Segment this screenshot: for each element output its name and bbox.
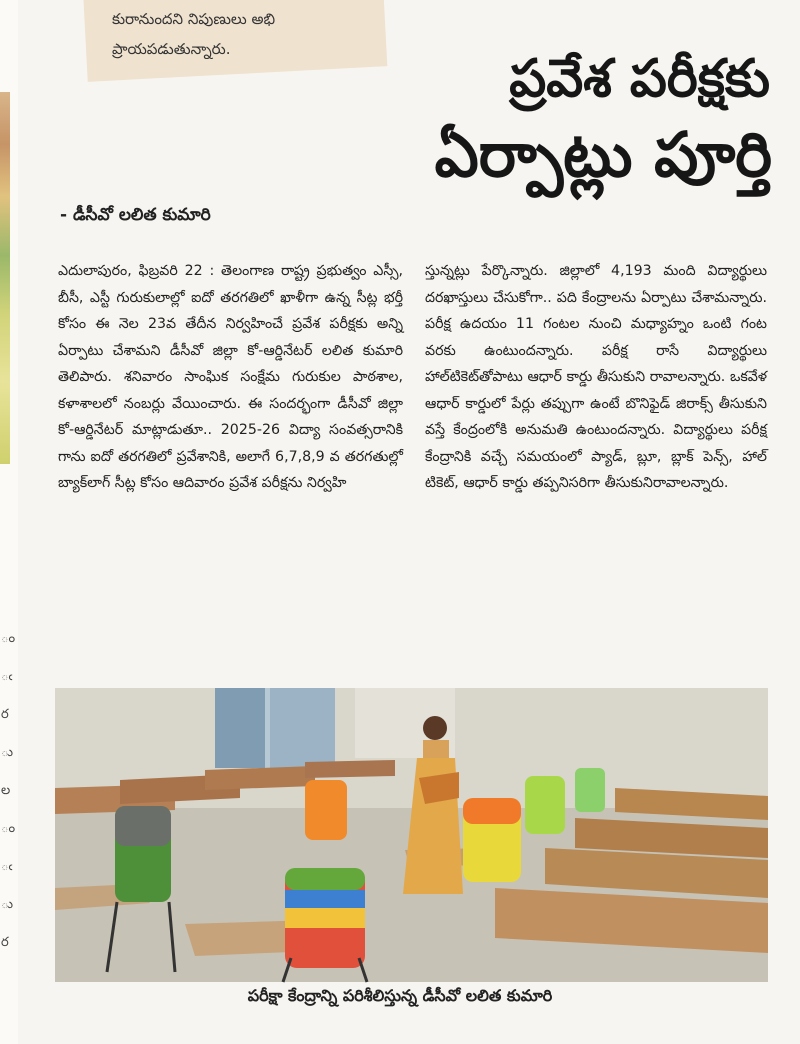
previous-article-text: [112, 4, 412, 64]
classroom-photo: [55, 688, 768, 982]
blurb-line-1: కురానుందని నిపుణులు అభి: [112, 10, 276, 28]
byline: - డీసీవో లలిత కుమారి: [60, 205, 211, 225]
blurb-line-2: ప్రాయపడుతున్నారు.: [112, 40, 231, 58]
headline-line-2: ఏర్పాట్లు పూర్తి: [434, 118, 772, 191]
classroom-illustration: [55, 688, 768, 982]
article-column-left: [58, 258, 403, 497]
left-column-text: ఎదులాపురం, ఫిబ్రవరి 22 : తెలంగాణ రాష్ట్ర ప్రభుత్వం ఎస్సీ, బీసీ, ఎస్టీ గురుకులాల్లో ఐదో తరగతిలో ఖాళీగా ఉన్న సీట్ల భర్తీ కోసం ఈ నెల 23వ తేదీన నిర్వహించే ప్రవేశ పరీక్షకు అన్ని ఏర్పాటు చేశామని డీసీవో జిల్లా కో-ఆర్డినేటర్ లలిత కుమారి తెలిపారు. శనివారం సాంఘిక సంక్షేమ గురుకుల పాఠశాల, కళాశాలలో నంబర్లు వేయించారు. ఈ సందర్భంగా డీసీవో జిల్లా కో-ఆర్డినేటర్ మాట్లాడుతూ.. 2025-26 విద్యా సంవత్సరానికి గాను ఐదో తరగతిలో ప్రవేశానికి, అలాగే 6,7,8,9 వ తరగతుల్లో బ్యాక్‌లాగ్ సీట్ల కోసం ఆదివారం ప్రవేశ పరీక్షను నిర్వహి: [58, 263, 403, 491]
right-column-text: స్తున్నట్లు పేర్కొన్నారు. జిల్లాలో 4,193 మంది విద్యార్థులు దరఖాస్తులు చేసుకోగా.. పది కేంద్రాలను ఏర్పాటు చేశామన్నారు. పరీక్ష ఉదయం 11 గంటల నుంచి మధ్యాహ్నం ఒంటి గంట వరకు ఉంటుందన్నారు. పరీక్ష రాసే విద్యార్థులు హాల్‌టికెట్‌తోపాటు ఆధార్ కార్డు తీసుకుని రావాలన్నారు. ఒకవేళ ఆధార్ కార్డులో పేర్లు తప్పుగా ఉంటే బొనిఫైడ్ జిరాక్స్ తీసుకుని వస్తే కేంద్రంలోకి అనుమతి ఉంటుందన్నారు. విద్యార్థులు పరీక్ష కేంద్రానికి వచ్చే సమయంలో ప్యాడ్, బ్లూ, బ్లాక్ పెన్స్, హాల్ టికెట్, ఆధార్ కార్డు తప్పనిసరిగా తీసుకునిరావాలన్నారు.: [425, 263, 767, 491]
adjacent-article-strip: [0, 0, 18, 1044]
headline-line-1: ప్రవేశ పరీక్షకు: [509, 48, 770, 109]
article-column-right: [425, 258, 767, 497]
adjacent-text-fragment: ం ఁ ర ు ల ం ఁ ు ర: [1, 631, 16, 950]
adjacent-photo-fragment: [0, 92, 10, 464]
photo-caption: పరీక్షా కేంద్రాన్ని పరిశీలిస్తున్న డీసీవో లలిత కుమారి: [247, 986, 553, 1005]
